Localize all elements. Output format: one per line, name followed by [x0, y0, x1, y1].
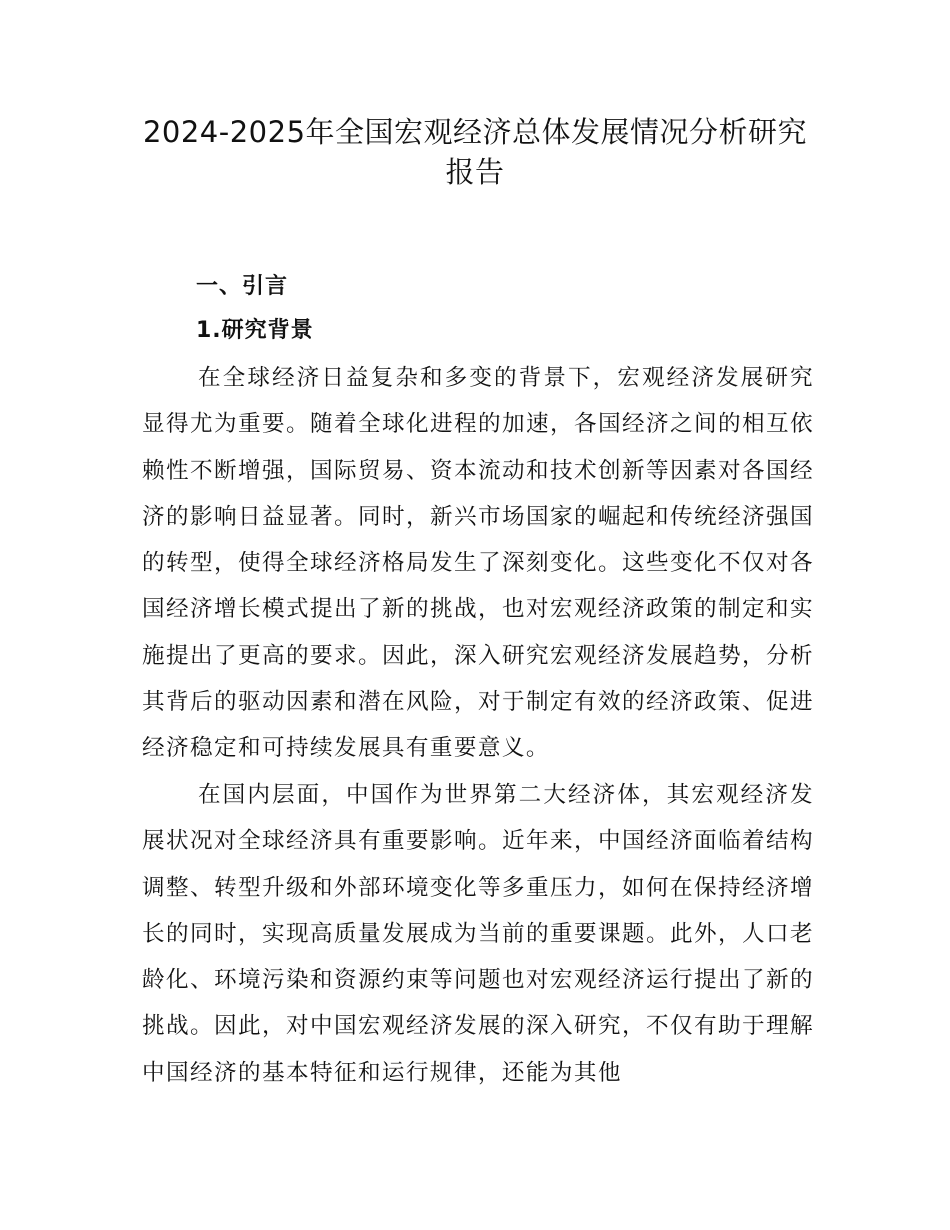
- body-paragraph-2: 在国内层面，中国作为世界第二大经济体，其宏观经济发展状况对全球经济具有重要影响。近年来，中国经济面临着结构调整、转型升级和外部环境变化等多重压力，如何在保持经济增长的同时，实现高质量发展成为当前的重要课题。此外，人口老龄化、环境污染和资源约束等问题也对宏观经济运行提出了新的挑战。因此，对中国宏观经济发展的深入研究，不仅有助于理解中国经济的基本特征和运行规律，还能为其他: [142, 782, 814, 1086]
- document-title: 2024-2025年全国宏观经济总体发展情况分析研究报告: [142, 115, 808, 189]
- body-paragraph-1: 在全球经济日益复杂和多变的背景下，宏观经济发展研究显得尤为重要。随着全球化进程的加速，各国经济之间的相互依赖性不断增强，国际贸易、资本流动和技术创新等因素对各国经济的影响日益显著。同时，新兴市场国家的崛起和传统经济强国的转型，使得全球经济格局发生了深刻变化。这些变化不仅对各国经济增长模式提出了新的挑战，也对宏观经济政策的制定和实施提出了更高的要求。因此，深入研究宏观经济发展趋势，分析其背后的驱动因素和潜在风险，对于制定有效的经济政策、促进经济稳定和可持续发展具有重要意义。: [142, 365, 814, 762]
- subsection-heading: 1.研究背景: [196, 318, 314, 343]
- section-heading: 一、引言: [196, 274, 289, 299]
